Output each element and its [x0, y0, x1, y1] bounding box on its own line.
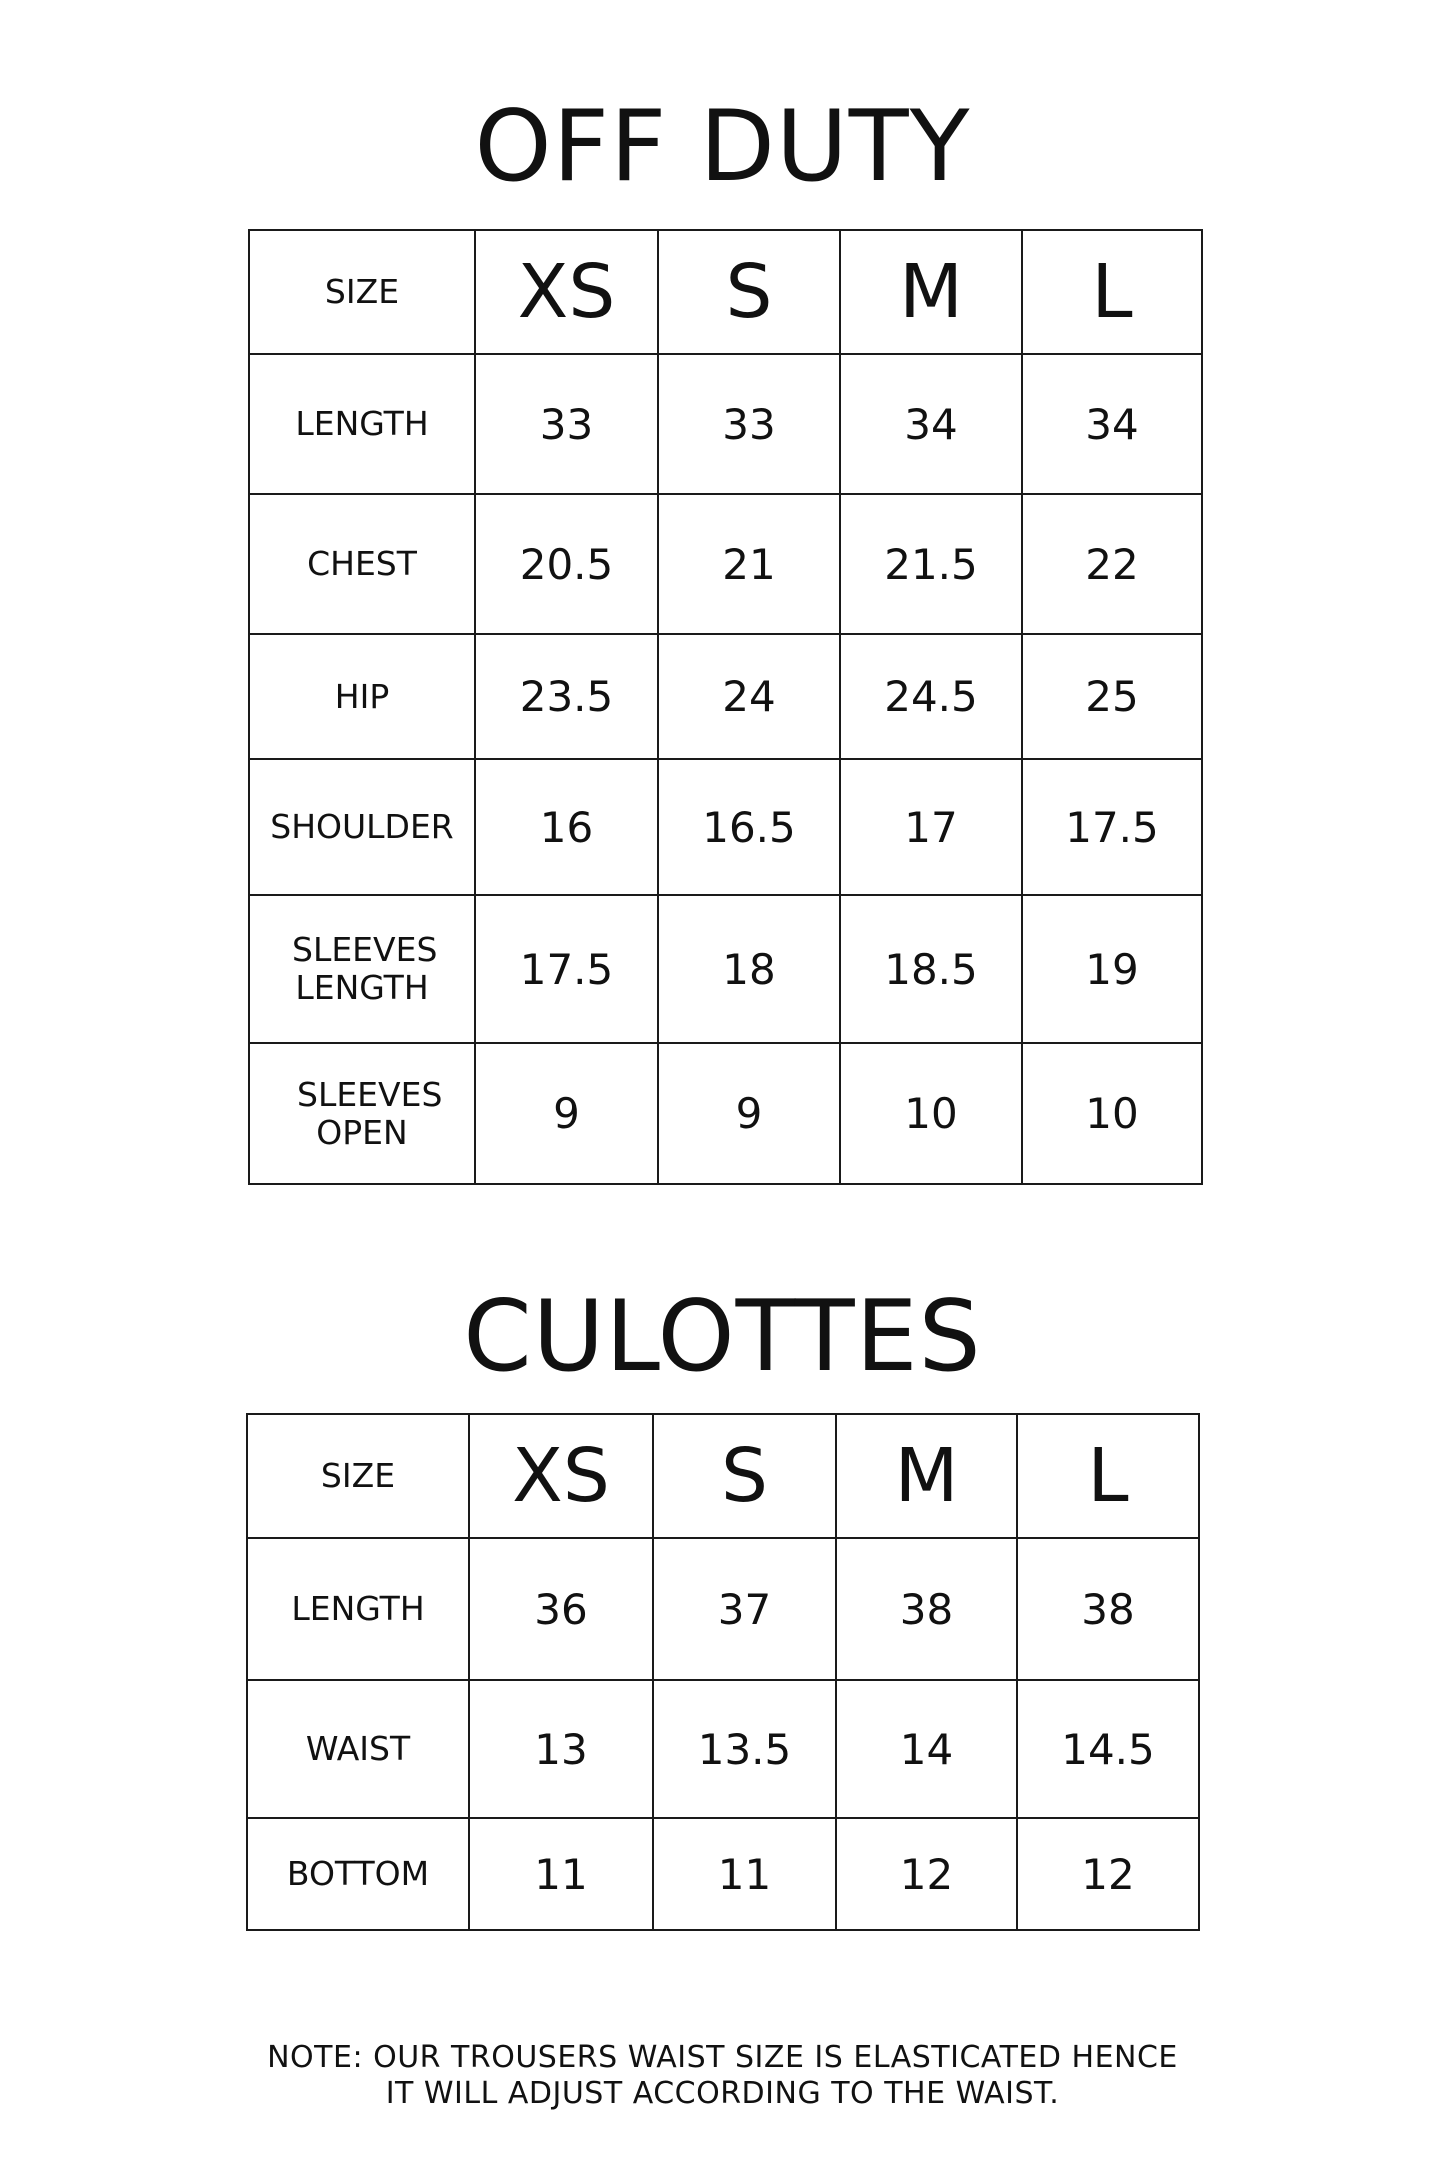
table-row [249, 494, 1202, 634]
table-cell: 18 [658, 895, 840, 1043]
table-cell: 14.5 [1017, 1680, 1199, 1818]
size-header-label: SIZE [247, 1414, 469, 1538]
row-label-text: SLEEVES LENGTH [292, 930, 438, 1007]
table-cell: 25 [1022, 634, 1202, 759]
table-header-row [249, 230, 1202, 354]
table-cell: 33 [658, 354, 840, 494]
table-cell: 13 [469, 1680, 653, 1818]
culottes-size-table [246, 1413, 1200, 1931]
size-column-header: M [840, 230, 1022, 354]
table-cell: 20.5 [475, 494, 658, 634]
size-column-header: S [653, 1414, 836, 1538]
size-column-header: L [1017, 1414, 1199, 1538]
table-cell: 22 [1022, 494, 1202, 634]
table-cell: 24.5 [840, 634, 1022, 759]
table-cell: 34 [840, 354, 1022, 494]
row-label: SHOULDER [249, 759, 475, 895]
table-cell: 17 [840, 759, 1022, 895]
table-cell: 16 [475, 759, 658, 895]
off-duty-title: OFF DUTY [474, 90, 971, 204]
table-row [247, 1818, 1199, 1930]
size-column-header: XS [469, 1414, 653, 1538]
table-cell: 13.5 [653, 1680, 836, 1818]
table-cell: 21.5 [840, 494, 1022, 634]
row-label [249, 895, 475, 1043]
row-label: LENGTH [247, 1538, 469, 1680]
table-cell: 23.5 [475, 634, 658, 759]
table-cell: 11 [469, 1818, 653, 1930]
table-cell: 38 [1017, 1538, 1199, 1680]
table-cell: 24 [658, 634, 840, 759]
table-cell: 10 [840, 1043, 1022, 1184]
note-line-1: NOTE: OUR TROUSERS WAIST SIZE IS ELASTICATED HENCE [267, 2040, 1178, 2075]
table-row [249, 759, 1202, 895]
table-cell: 12 [1017, 1818, 1199, 1930]
table-cell: 10 [1022, 1043, 1202, 1184]
off-duty-size-table [248, 229, 1203, 1185]
note-line-2: IT WILL ADJUST ACCORDING TO THE WAIST. [385, 2076, 1060, 2111]
row-label: CHEST [249, 494, 475, 634]
table-cell: 16.5 [658, 759, 840, 895]
size-column-header: S [658, 230, 840, 354]
table-row [249, 895, 1202, 1043]
row-label: HIP [249, 634, 475, 759]
culottes-title: CULOTTES [463, 1280, 982, 1394]
size-column-header: M [836, 1414, 1017, 1538]
table-header-row [247, 1414, 1199, 1538]
table-row [247, 1680, 1199, 1818]
table-row [249, 634, 1202, 759]
table-cell: 38 [836, 1538, 1017, 1680]
table-cell: 12 [836, 1818, 1017, 1930]
waist-note [0, 2040, 1445, 2112]
table-row [247, 1538, 1199, 1680]
row-label [249, 1043, 475, 1184]
table-cell: 14 [836, 1680, 1017, 1818]
table-cell: 37 [653, 1538, 836, 1680]
row-label: WAIST [247, 1680, 469, 1818]
table-cell: 17.5 [475, 895, 658, 1043]
table-cell: 21 [658, 494, 840, 634]
table-cell: 36 [469, 1538, 653, 1680]
row-label-text: SLEEVES OPEN [297, 1074, 443, 1152]
row-label: LENGTH [249, 354, 475, 494]
table-cell: 11 [653, 1818, 836, 1930]
table-row [249, 354, 1202, 494]
table-row [249, 1043, 1202, 1184]
table-cell: 17.5 [1022, 759, 1202, 895]
table-cell: 9 [658, 1043, 840, 1184]
table-cell: 18.5 [840, 895, 1022, 1043]
table-cell: 33 [475, 354, 658, 494]
row-label: BOTTOM [247, 1818, 469, 1930]
table-cell: 9 [475, 1043, 658, 1184]
size-column-header: XS [475, 230, 658, 354]
table-cell: 19 [1022, 895, 1202, 1043]
size-column-header: L [1022, 230, 1202, 354]
size-header-label: SIZE [249, 230, 475, 354]
table-cell: 34 [1022, 354, 1202, 494]
